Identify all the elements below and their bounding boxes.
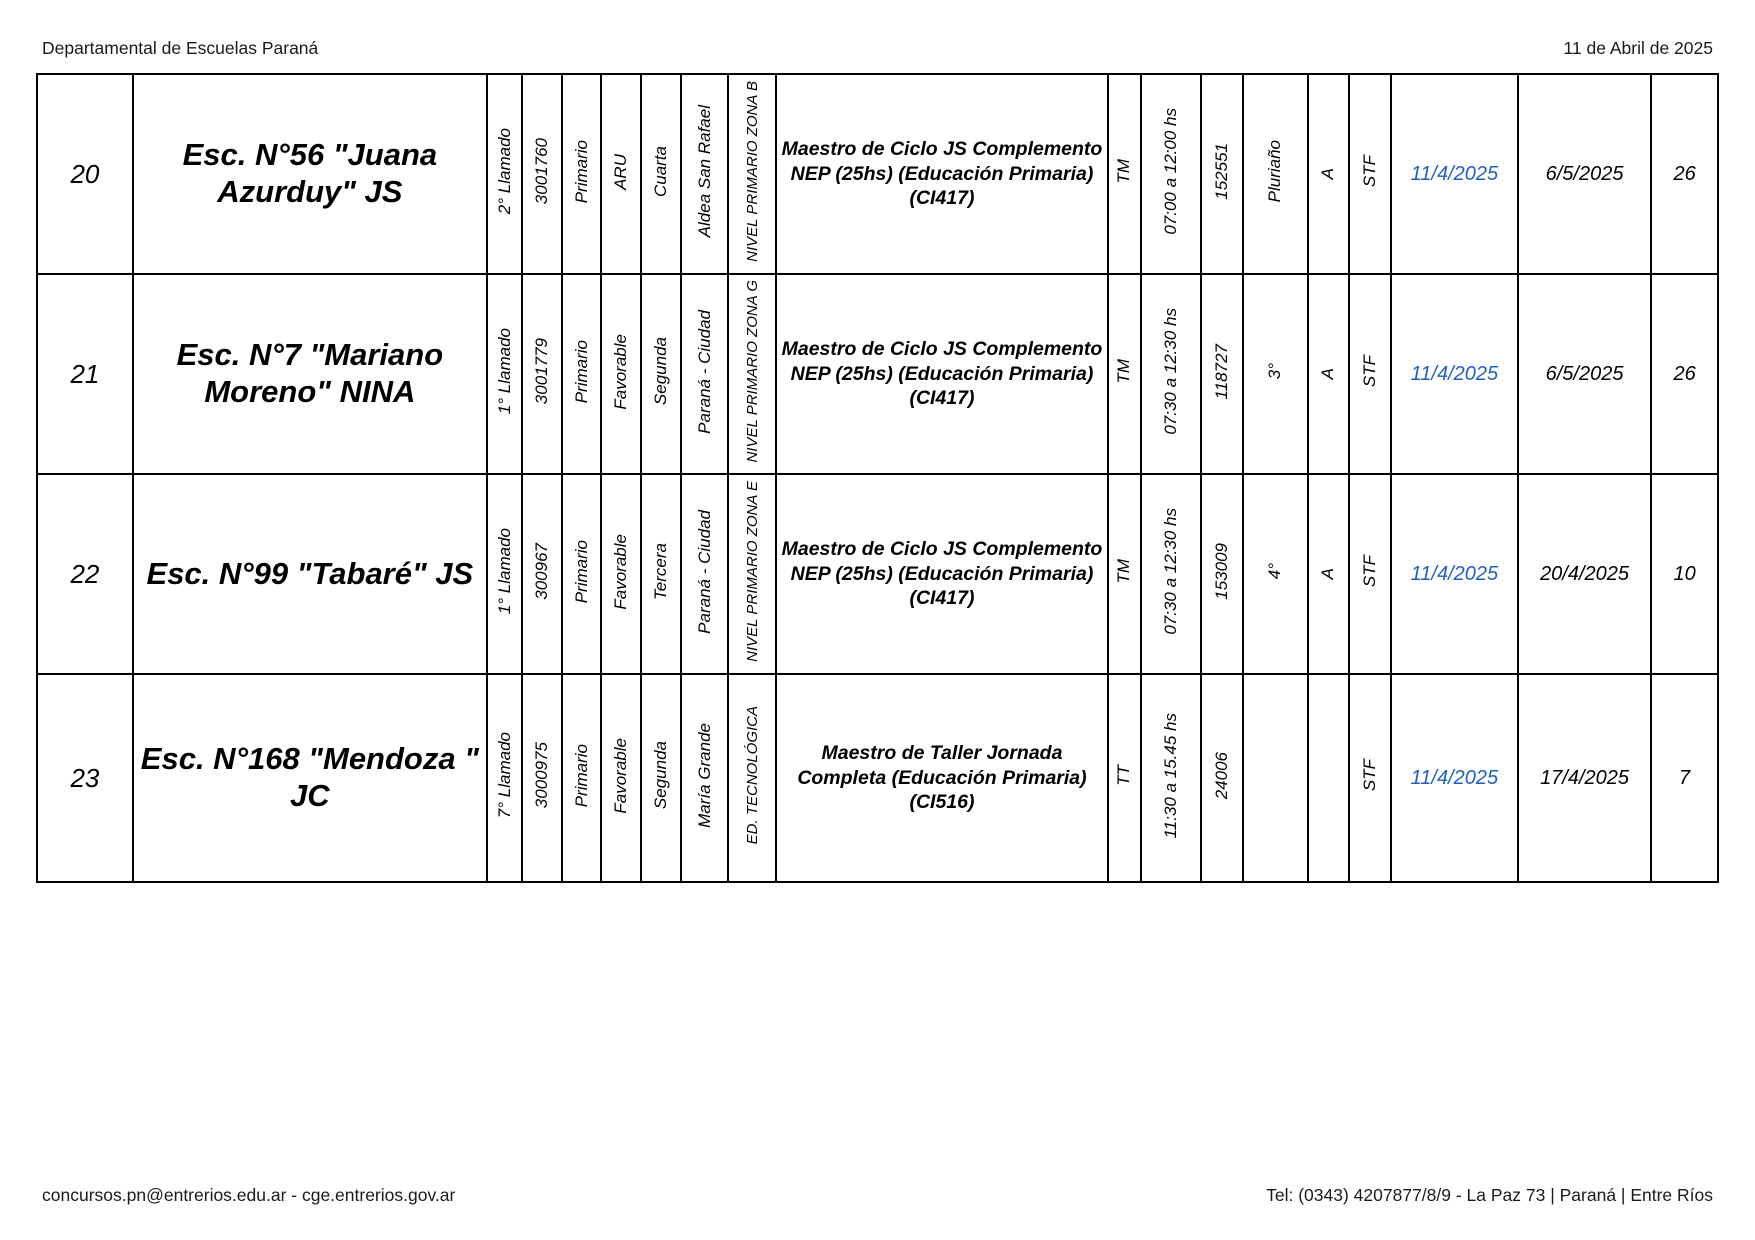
- section-letter: A: [1308, 74, 1350, 274]
- shift: TM: [1108, 474, 1141, 674]
- header-department: Departamental de Escuelas Paraná: [42, 38, 319, 58]
- schedule: 07:30 a 12:30 hs: [1141, 274, 1201, 474]
- page-footer: [36, 1185, 1719, 1206]
- date-to: 17/4/2025: [1518, 674, 1651, 882]
- schedule: 07:00 a 12:00 hs: [1141, 74, 1201, 274]
- zone-order: Tercera: [641, 474, 681, 674]
- date-to: 6/5/2025: [1518, 274, 1651, 474]
- zone-order: Segunda: [641, 674, 681, 882]
- date-to: 20/4/2025: [1518, 474, 1651, 674]
- shift: TM: [1108, 74, 1141, 274]
- internal-code: 153009: [1201, 474, 1243, 674]
- grade: [1243, 674, 1308, 882]
- favorability: ARU: [601, 74, 641, 274]
- shift: TM: [1108, 274, 1141, 474]
- date-from: 11/4/2025: [1391, 274, 1518, 474]
- section-letter: A: [1308, 474, 1350, 674]
- section-letter: A: [1308, 274, 1350, 474]
- zone-label: NIVEL PRIMARIO ZONA B: [728, 74, 776, 274]
- favorability: Favorable: [601, 274, 641, 474]
- internal-code: 118727: [1201, 274, 1243, 474]
- education-level: Primario: [562, 474, 602, 674]
- locality: María Grande: [681, 674, 729, 882]
- table-row: [37, 474, 1718, 674]
- date-from: 11/4/2025: [1391, 74, 1518, 274]
- condition-stf: STF: [1349, 274, 1391, 474]
- zone-label: NIVEL PRIMARIO ZONA G: [728, 274, 776, 474]
- vacancy-table: [36, 73, 1719, 883]
- grade: 3°: [1243, 274, 1308, 474]
- favorability: Favorable: [601, 474, 641, 674]
- school-name: Esc. N°99 "Tabaré" JS: [133, 474, 487, 674]
- header-date: 11 de Abril de 2025: [1563, 38, 1713, 58]
- cargo-code: 300967: [522, 474, 562, 674]
- zone-label: ED. TECNOLÓGICA: [728, 674, 776, 882]
- favorability: Favorable: [601, 674, 641, 882]
- grade: 4°: [1243, 474, 1308, 674]
- schedule: 11:30 a 15.45 hs: [1141, 674, 1201, 882]
- school-name: Esc. N°168 "Mendoza " JC: [133, 674, 487, 882]
- position-description: Maestro de Ciclo JS Complemento NEP (25hs) (Educación Primaria) (CI417): [776, 74, 1107, 274]
- schedule: 07:30 a 12:30 hs: [1141, 474, 1201, 674]
- quantity: 7: [1651, 674, 1718, 882]
- quantity: 10: [1651, 474, 1718, 674]
- footer-contact-phone: Tel: (0343) 4207877/8/9 - La Paz 73 | Paraná | Entre Ríos: [1266, 1185, 1713, 1205]
- section-letter: [1308, 674, 1350, 882]
- footer-contact-email: concursos.pn@entrerios.edu.ar - cge.entrerios.gov.ar: [42, 1185, 456, 1205]
- row-index: 20: [37, 74, 133, 274]
- internal-code: 152551: [1201, 74, 1243, 274]
- quantity: 26: [1651, 274, 1718, 474]
- row-index: 21: [37, 274, 133, 474]
- locality: Paraná - Ciudad: [681, 474, 729, 674]
- cargo-code: 3001760: [522, 74, 562, 274]
- date-to: 6/5/2025: [1518, 74, 1651, 274]
- shift: TT: [1108, 674, 1141, 882]
- internal-code: 24006: [1201, 674, 1243, 882]
- locality: Paraná - Ciudad: [681, 274, 729, 474]
- school-name: Esc. N°56 "Juana Azurduy" JS: [133, 74, 487, 274]
- row-index: 22: [37, 474, 133, 674]
- table-row: [37, 74, 1718, 274]
- call-number: 1° Llamado: [487, 274, 522, 474]
- table-row: [37, 274, 1718, 474]
- grade: Pluriaño: [1243, 74, 1308, 274]
- date-from: 11/4/2025: [1391, 474, 1518, 674]
- zone-order: Segunda: [641, 274, 681, 474]
- date-from: 11/4/2025: [1391, 674, 1518, 882]
- school-name: Esc. N°7 "Mariano Moreno" NINA: [133, 274, 487, 474]
- quantity: 26: [1651, 74, 1718, 274]
- position-description: Maestro de Taller Jornada Completa (Educación Primaria) (CI516): [776, 674, 1107, 882]
- table-row: [37, 674, 1718, 882]
- zone-order: Cuarta: [641, 74, 681, 274]
- call-number: 7° Llamado: [487, 674, 522, 882]
- position-description: Maestro de Ciclo JS Complemento NEP (25hs) (Educación Primaria) (CI417): [776, 474, 1107, 674]
- position-description: Maestro de Ciclo JS Complemento NEP (25hs) (Educación Primaria) (CI417): [776, 274, 1107, 474]
- cargo-code: 3000975: [522, 674, 562, 882]
- condition-stf: STF: [1349, 474, 1391, 674]
- call-number: 1° Llamado: [487, 474, 522, 674]
- condition-stf: STF: [1349, 674, 1391, 882]
- call-number: 2° Llamado: [487, 74, 522, 274]
- page-header: [36, 38, 1719, 59]
- locality: Aldea San Rafael: [681, 74, 729, 274]
- cargo-code: 3001779: [522, 274, 562, 474]
- row-index: 23: [37, 674, 133, 882]
- education-level: Primario: [562, 74, 602, 274]
- education-level: Primario: [562, 674, 602, 882]
- education-level: Primario: [562, 274, 602, 474]
- condition-stf: STF: [1349, 74, 1391, 274]
- zone-label: NIVEL PRIMARIO ZONA E: [728, 474, 776, 674]
